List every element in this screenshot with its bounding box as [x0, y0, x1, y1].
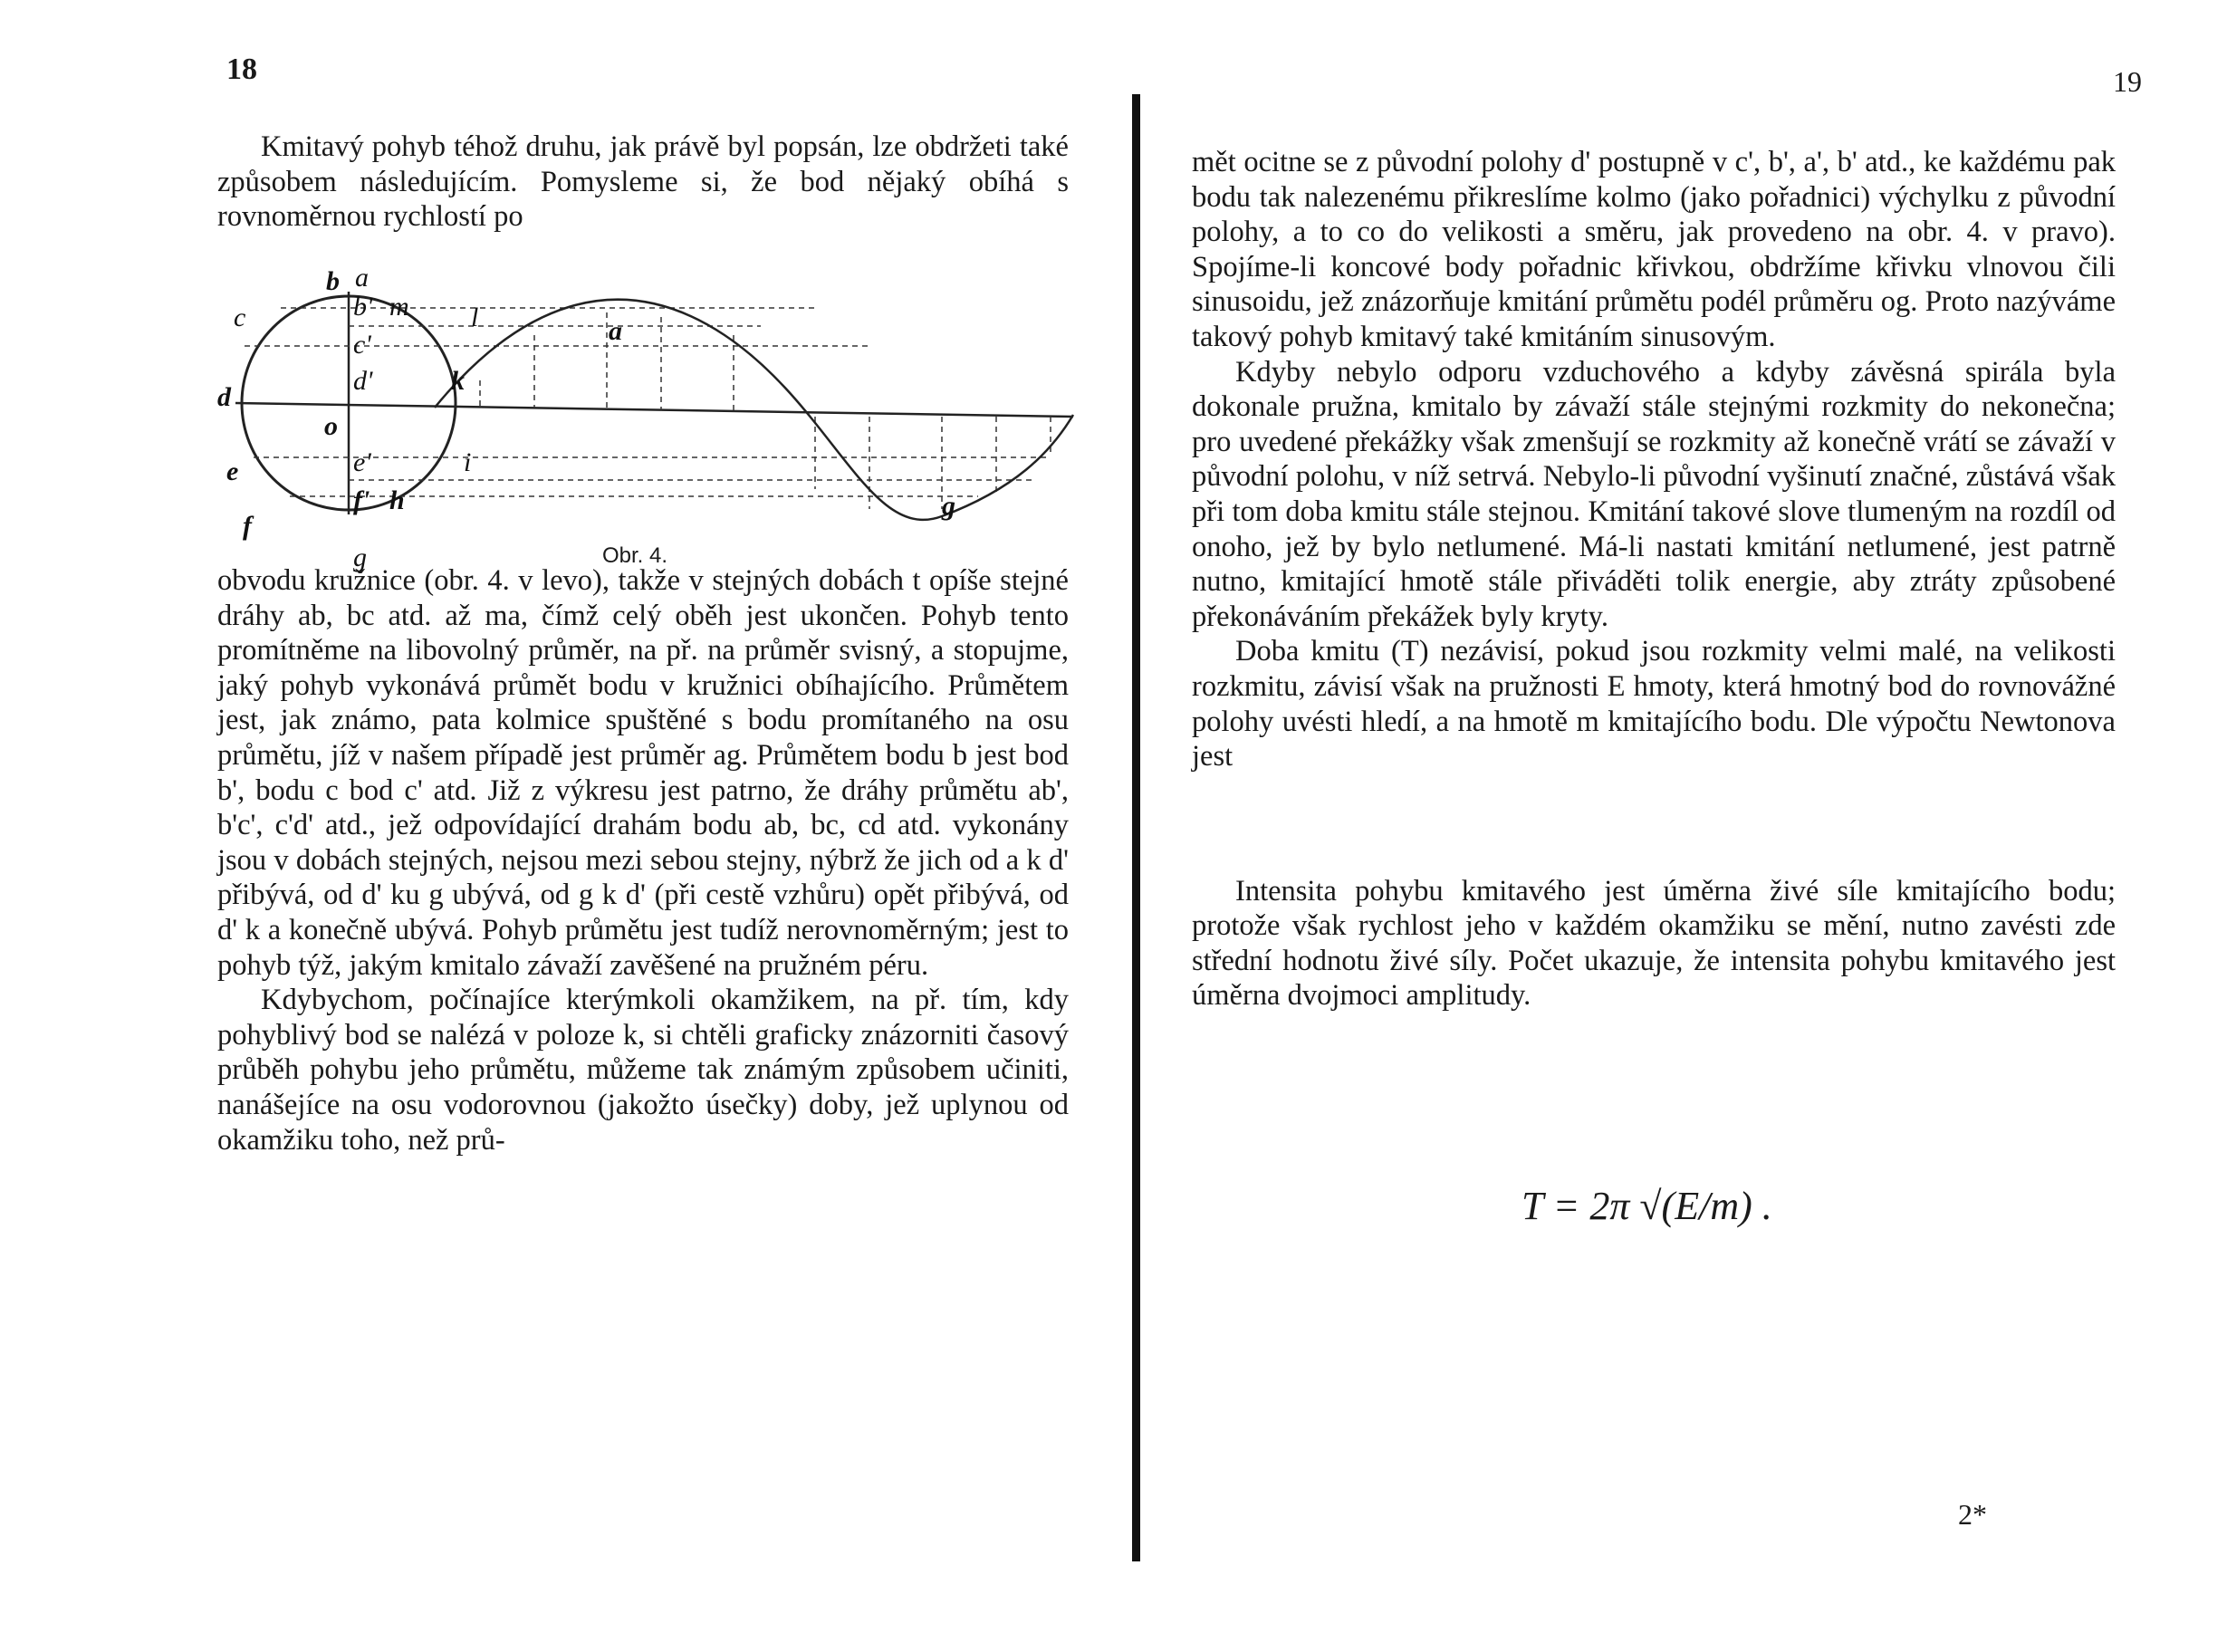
left-paragraph-2 — [217, 563, 1069, 1157]
right-para3-text: Doba kmitu (T) nezávisí, pokud jsou rozkmity velmi malé, na velikosti rozkmitu, závisí však na pružnosti E hmoty, která hmotný bod do rovnovážné polohy uvésti hledí, a na hmotě m kmitajícího bodu. Dle výpočtu Newtonova jest — [1192, 635, 2116, 773]
svg-text:g: g — [942, 491, 955, 521]
svg-text:m: m — [389, 292, 409, 322]
svg-text:o: o — [324, 411, 338, 441]
formula-spacer — [1192, 774, 2116, 874]
svg-text:c: c — [234, 303, 246, 332]
svg-text:d: d — [217, 382, 231, 412]
svg-text:e': e' — [353, 447, 371, 477]
right-para2-text: Kdyby nebylo odporu vzduchového a kdyby závěsná spirála byla dokonale pružna, kmitalo by závaží stále stejnými rozkmity do nekonečna; pro uvedené překážky však zmenšují se rozkmity až konečně vrátí se závaží v původní polohu, v níž setrvá. Nebylo-li původní vyšinutí značné, zůstává však při tom doba kmitu stále stejnou. Kmitání takové slove tlumeným na rozdíl od onoho, jež by bylo netlumené. Má-li nastati kmitání netlumené, jest patrně nutno, kmitající hmotě stále přiváděti tolik energie, aby ztráty způsobené překonáváním překážek byly kryty. — [1192, 355, 2116, 633]
svg-text:a: a — [609, 316, 622, 346]
sinusoid-curve — [435, 300, 1073, 520]
left-paragraph-1 — [217, 130, 1069, 235]
svg-text:k: k — [451, 366, 465, 396]
page-number-right: 19 — [2113, 65, 2142, 98]
svg-text:d': d' — [353, 366, 373, 396]
svg-text:f': f' — [353, 485, 370, 515]
figure-caption: Obr. 4. — [602, 543, 668, 568]
signature-mark: 2* — [1958, 1498, 1987, 1531]
page-gutter-divider — [1132, 94, 1140, 1561]
left-para3-text: Kdybychom, počínajíce kterýmkoli okamžikem, na př. tím, kdy pohyblivý bod se nalézá v poloze k, si chtěli graficky znázorniti časový průběh pohybu jeho průmětu, můžeme tak známým způsobem učiniti, nanášejíce na osu vodorovnou (jakožto úsečky) doby, jež uplynou od okamžiku toho, než prů- — [217, 984, 1069, 1157]
svg-text:c': c' — [353, 330, 371, 360]
svg-text:a: a — [355, 263, 369, 293]
svg-text:l: l — [471, 303, 479, 332]
right-para4-text: Intensita pohybu kmitavého jest úměrna živé síle kmitajícího bodu; protože však rychlost jeho v každém okamžiku se mění, nutno zavésti zde střední hodnotu živé síly. Počet ukazuje, že intensita pohybu kmitavého jest úměrna dvojmoci amplitudy. — [1192, 874, 2116, 1013]
svg-text:f: f — [243, 511, 252, 541]
right-para1-text: mět ocitne se z původní polohy d' postupně v c', b', a', b' atd., ke každému pak bodu tak nalezenému přikreslíme kolmo (jako pořadnici) výchylku z původní polohy, a to co do velikosti a směru, jak provedeno na obr. 4. v pravo). Spojíme-li koncové body pořadnic křivkou, obdržíme křivku vlnovou čili sinusoidu, jež znázorňuje kmitání průmětu podél průměru og. Proto nazýváme takový pohyb kmitavý také kmitáním sinusovým. — [1192, 146, 2116, 353]
left-para2-text: obvodu kružnice (obr. 4. v levo), takže v stejných dobách t opíše stejné dráhy ab, bc atd. až ma, čímž celý oběh jest ukončen. Pohyb tento promítněme na libovolný průměr, na př. na průměr svisný, a stopujme, jaký pohyb vykonává průmět bodu v kružnici obíhajícího. Průmětem jest, jak známo, pata kolmice spuštěné s bodu promítaného na osu průmětu, jíž v našem případě jest průměr ag. Průmětem bodu b jest bod b', bodu c bod c' atd. Již z výkresu jest patrno, že dráhy průmětu ab', b'c', c'd' atd., jež odpovídající drahám bodu ab, bc, cd atd. vykonány jsou v dobách stejných, nejsou mezi sebou stejny, nýbrž že jich od a k d' přibývá, od d' ku g ubývá, od g k d' (při cestě vzhůru) opět přibývá, od d' k a konečně ubývá. Pohyb průmětu jest tudíž nerovnoměrným; jest to pohyb týž, jakým kmitalo závaží zavěšené na pružném péru. — [217, 564, 1069, 982]
svg-text:g: g — [353, 543, 367, 572]
svg-text:e: e — [226, 456, 239, 486]
left-para1-text: Kmitavý pohyb téhož druhu, jak právě byl popsán, lze obdržeti také způsobem následujícím. Pomysleme si, že bod nějaký obíhá s rovnoměrnou rychlostí po — [217, 130, 1069, 234]
svg-text:h: h — [389, 485, 405, 515]
svg-text:b': b' — [353, 292, 373, 322]
page-number-left: 18 — [226, 53, 257, 86]
right-text-block — [1192, 145, 2116, 1013]
period-formula: T = 2π √(E/m) . — [1521, 1184, 1772, 1228]
right-page — [1143, 0, 2227, 1652]
svg-text:i: i — [464, 447, 472, 477]
svg-text:b: b — [326, 266, 340, 296]
